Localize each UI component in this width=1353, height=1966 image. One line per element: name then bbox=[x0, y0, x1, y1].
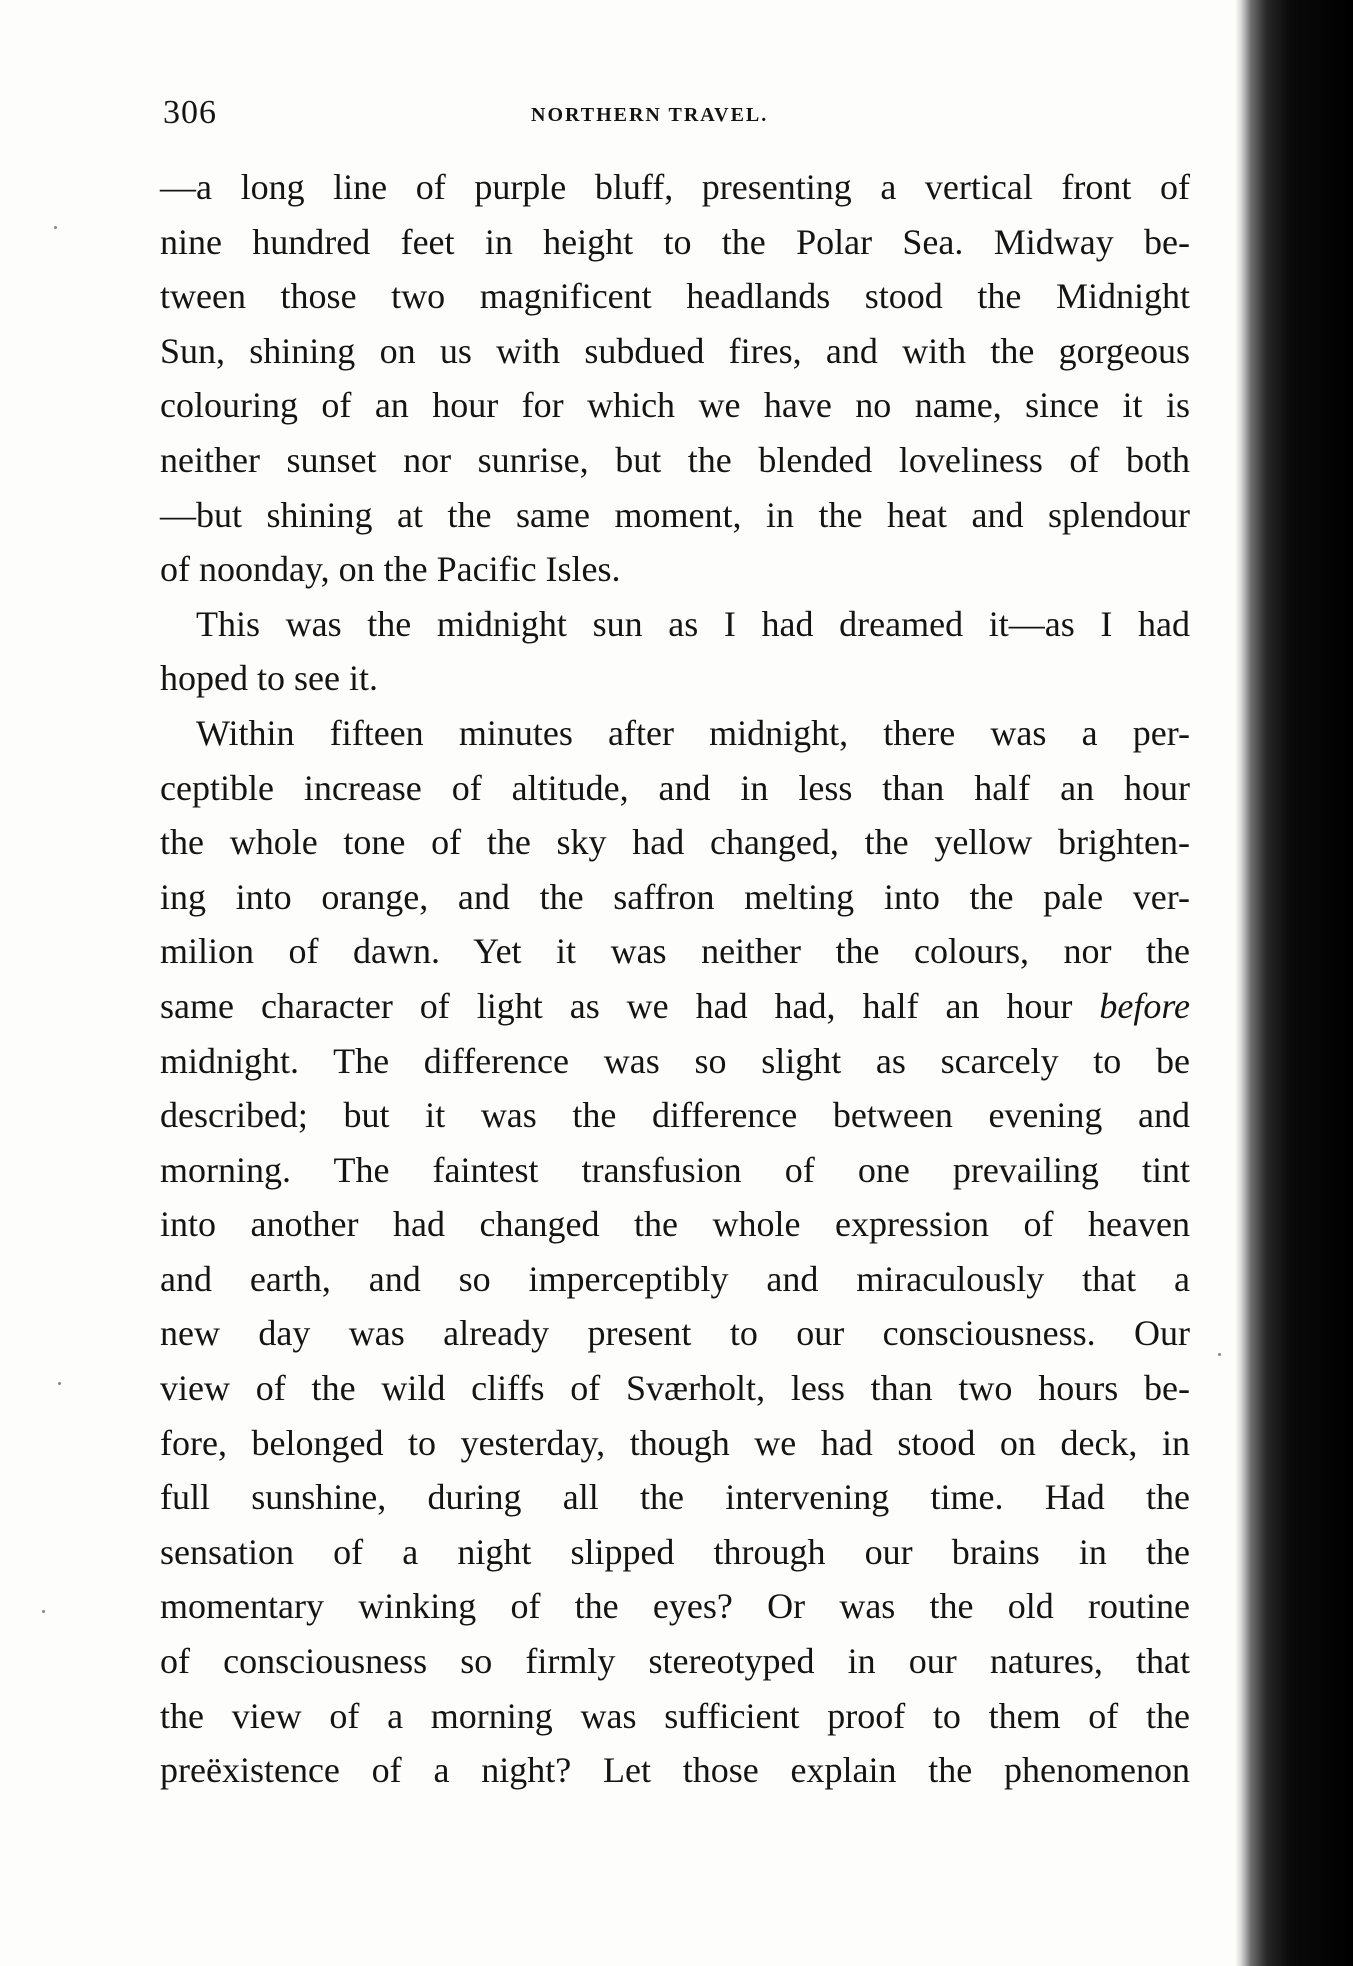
text-line: and earth, and so imperceptibly and miraculously that a bbox=[160, 1258, 1190, 1299]
text-line: momentary winking of the eyes? Or was the old routine bbox=[160, 1586, 1190, 1627]
text-line: This was the midnight sun as I had dreamed it—as I had bbox=[196, 603, 1190, 644]
text-line: new day was already present to our consciousness. Our bbox=[160, 1313, 1190, 1354]
text-line: into another had changed the whole expression of heaven bbox=[160, 1204, 1190, 1245]
print-speck bbox=[42, 1610, 45, 1613]
text-line: ceptible increase of altitude, and in less than half an hour bbox=[160, 767, 1190, 808]
text-line: sensation of a night slipped through our brains in the bbox=[160, 1531, 1190, 1572]
paragraph-2 bbox=[160, 597, 1190, 706]
text-line-with-italic bbox=[160, 979, 1190, 1034]
print-speck bbox=[54, 226, 57, 229]
page-header bbox=[163, 94, 1193, 138]
running-title: NORTHERN TRAVEL. bbox=[531, 104, 769, 126]
text-line: —but shining at the same moment, in the heat and splendour bbox=[160, 494, 1190, 535]
text-line: of noonday, on the Pacific Isles. bbox=[160, 549, 621, 590]
binding-shadow bbox=[1235, 0, 1353, 1966]
text-line: hoped to see it. bbox=[160, 658, 378, 699]
text-line: preëxistence of a night? Let those explain the phenomenon bbox=[160, 1750, 1190, 1791]
text-line: the whole tone of the sky had changed, the yellow brighten- bbox=[160, 822, 1190, 863]
text-segment: same character of light as we had had, half an hour bbox=[160, 985, 1100, 1026]
text-line: colouring of an hour for which we have no name, since it is bbox=[160, 385, 1190, 426]
page-number: 306 bbox=[163, 94, 217, 131]
text-line: midnight. The difference was so slight as scarcely to be bbox=[160, 1040, 1190, 1081]
text-line: milion of dawn. Yet it was neither the colours, nor the bbox=[160, 931, 1190, 972]
text-line: fore, belonged to yesterday, though we had stood on deck, in bbox=[160, 1422, 1190, 1463]
text-line: tween those two magnificent headlands stood the Midnight bbox=[160, 276, 1190, 317]
text-line: described; but it was the difference between evening and bbox=[160, 1095, 1190, 1136]
text-line: full sunshine, during all the intervening time. Had the bbox=[160, 1477, 1190, 1518]
body-text bbox=[160, 160, 1190, 1798]
text-line: —a long line of purple bluff, presenting a vertical front of bbox=[160, 167, 1190, 207]
text-line: the view of a morning was sufficient proof to them of the bbox=[160, 1695, 1190, 1736]
text-line: Sun, shining on us with subdued fires, and with the gorgeous bbox=[160, 330, 1190, 371]
paragraph-1 bbox=[160, 160, 1190, 597]
italic-word: before bbox=[1099, 985, 1190, 1026]
text-line: Within fifteen minutes after midnight, there was a per- bbox=[196, 712, 1190, 753]
print-speck bbox=[1218, 1353, 1221, 1356]
text-line: morning. The faintest transfusion of one prevailing tint bbox=[160, 1149, 1190, 1190]
paragraph-3 bbox=[160, 706, 1190, 1798]
text-line: view of the wild cliffs of Sværholt, less than two hours be- bbox=[160, 1368, 1190, 1409]
text-line: ing into orange, and the saffron melting into the pale ver- bbox=[160, 876, 1190, 917]
text-line: neither sunset nor sunrise, but the blended loveliness of both bbox=[160, 439, 1190, 480]
print-speck bbox=[58, 1382, 61, 1385]
text-line: of consciousness so firmly stereotyped in our natures, that bbox=[160, 1641, 1190, 1682]
text-line: nine hundred feet in height to the Polar Sea. Midway be- bbox=[160, 221, 1190, 262]
